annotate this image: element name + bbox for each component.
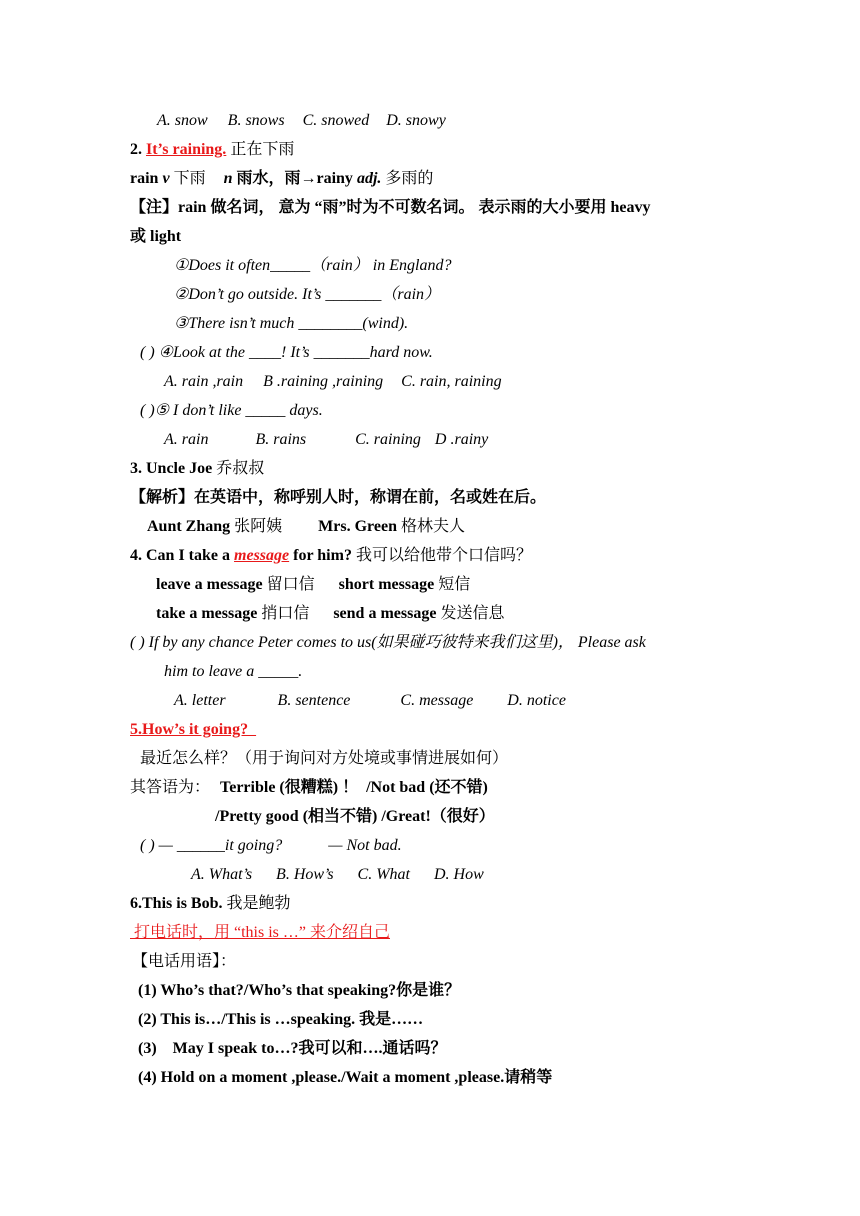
phrase: leave a message xyxy=(156,576,263,593)
exercise-item: ( ) ④Look at the ____! It’s _______hard now. xyxy=(140,344,433,361)
exercise-item: him to leave a _____. xyxy=(164,663,303,680)
option-a: A. snow xyxy=(157,112,208,129)
option-b: B .raining ,raining xyxy=(263,373,384,390)
section-heading xyxy=(130,893,291,915)
part-of-speech: v xyxy=(162,170,170,187)
translation: 留口信 xyxy=(266,576,315,593)
key-word: message xyxy=(234,547,290,564)
example-line xyxy=(147,516,465,538)
options-line xyxy=(164,371,502,393)
option-d: D. How xyxy=(434,866,484,883)
exercise-item: ①Does it often_____（rain） in England? xyxy=(174,257,452,274)
option-c: C. What xyxy=(357,866,410,883)
exercise-item: ( )⑤ I don’t like _____ days. xyxy=(140,402,323,419)
phrase: short message xyxy=(338,576,435,593)
translation: 发送信息 xyxy=(440,605,505,622)
phrase: send a message xyxy=(333,605,437,622)
translation: 我是鲍勃 xyxy=(226,895,291,912)
key-phrase: It’s raining. xyxy=(146,141,227,158)
section-title: 4. Can I take a xyxy=(130,547,235,564)
part-of-speech: adj. xyxy=(356,170,382,187)
section-title: 6.This is Bob. xyxy=(130,895,223,912)
phrase-line xyxy=(156,603,504,625)
option-c: C. message xyxy=(400,692,474,709)
answer: /Not bad (还不错) xyxy=(366,779,488,796)
question: ( ) — ______it going? xyxy=(140,837,283,854)
translation: 多雨的 xyxy=(385,170,434,187)
option-d: D. snowy xyxy=(386,112,446,129)
option-c: C. snowed xyxy=(302,112,370,129)
exercise-item: ( ) If by any chance Peter comes to us(如果碰巧彼特来我们这里)， Please ask xyxy=(130,634,646,651)
section-title: 3. Uncle Joe xyxy=(130,460,213,477)
note-text: 【注】rain 做名词， 意为 “雨”时为不可数名词。 表示雨的大小要用 heavy xyxy=(130,199,651,216)
section-number: 2. xyxy=(130,141,142,158)
subheading: 【电话用语】： xyxy=(132,953,237,970)
exercise-item: ②Don’t go outside. It’s _______（rain） xyxy=(174,286,441,303)
option-b: B. snows xyxy=(227,112,285,129)
options-line xyxy=(157,110,446,132)
translation: 格林夫人 xyxy=(400,518,465,535)
exercise-item: ③There isn’t much ________(wind). xyxy=(174,315,409,332)
option-a: A. What’s xyxy=(191,866,253,883)
answer: — Not bad. xyxy=(328,837,402,854)
option-c: C. raining xyxy=(355,431,421,448)
answers-line: /Pretty good (相当不错) /Great!（很好） xyxy=(215,808,495,825)
phrase-item: (4) Hold on a moment ,please./Wait a moment ,please.请稍等 xyxy=(138,1069,553,1086)
phrase-item: (1) Who’s that?/Who’s that speaking?你是谁？ xyxy=(138,982,461,999)
option-a: A. letter xyxy=(174,692,226,709)
option-b: B. How’s xyxy=(276,866,334,883)
example: Mrs. Green xyxy=(318,518,397,535)
answer: Terrible (很糟糕) ！ xyxy=(220,779,359,796)
exercise-item xyxy=(140,835,402,857)
translation: 正在下雨 xyxy=(230,141,295,158)
translation: 最近怎么样？（用于询问对方处境或事情进展如何） xyxy=(140,750,509,767)
answers-line xyxy=(130,777,488,799)
section-heading: 5.How’s it going? xyxy=(130,721,257,738)
translation: 下雨 xyxy=(173,170,206,187)
options-line xyxy=(164,429,488,451)
highlight-note: 打电话时，用 “this is …” 来介绍自己 xyxy=(130,924,390,941)
section-title-end: for him? xyxy=(289,547,352,564)
translation: 捎口信 xyxy=(261,605,310,622)
analysis-text: 【解析】在英语中，称呼别人时，称谓在前，名或姓在后。 xyxy=(130,489,547,506)
section-heading xyxy=(130,139,294,161)
option-b: B. rains xyxy=(255,431,307,448)
option-d: D. notice xyxy=(507,692,566,709)
option-d: D .rainy xyxy=(434,431,489,448)
phrase-item: (3) May I speak to…?我可以和….通话吗？ xyxy=(138,1040,447,1057)
option-c: C. rain, raining xyxy=(401,373,502,390)
option-a: A. rain ,rain xyxy=(164,373,244,390)
phrase-item: (2) This is…/This is …speaking. 我是…… xyxy=(138,1011,424,1028)
translation: 乔叔叔 xyxy=(216,460,265,477)
options-line xyxy=(191,864,484,886)
section-heading xyxy=(130,545,532,567)
phrase: take a message xyxy=(156,605,258,622)
translation: 张阿姨 xyxy=(234,518,283,535)
phrase-line xyxy=(156,574,470,596)
vocab-line xyxy=(130,168,433,190)
part-of-speech: n xyxy=(223,170,233,187)
translation: 雨水，雨→rainy xyxy=(236,170,353,187)
options-line xyxy=(174,690,566,712)
translation: 我可以给他带个口信吗？ xyxy=(355,547,532,564)
note-text: 或 light xyxy=(130,228,182,245)
example: Aunt Zhang xyxy=(147,518,231,535)
word: rain xyxy=(130,170,159,187)
option-b: B. sentence xyxy=(277,692,351,709)
translation: 短信 xyxy=(438,576,471,593)
option-a: A. rain xyxy=(164,431,209,448)
section-heading xyxy=(130,458,264,480)
label: 其答语为： xyxy=(130,779,211,796)
